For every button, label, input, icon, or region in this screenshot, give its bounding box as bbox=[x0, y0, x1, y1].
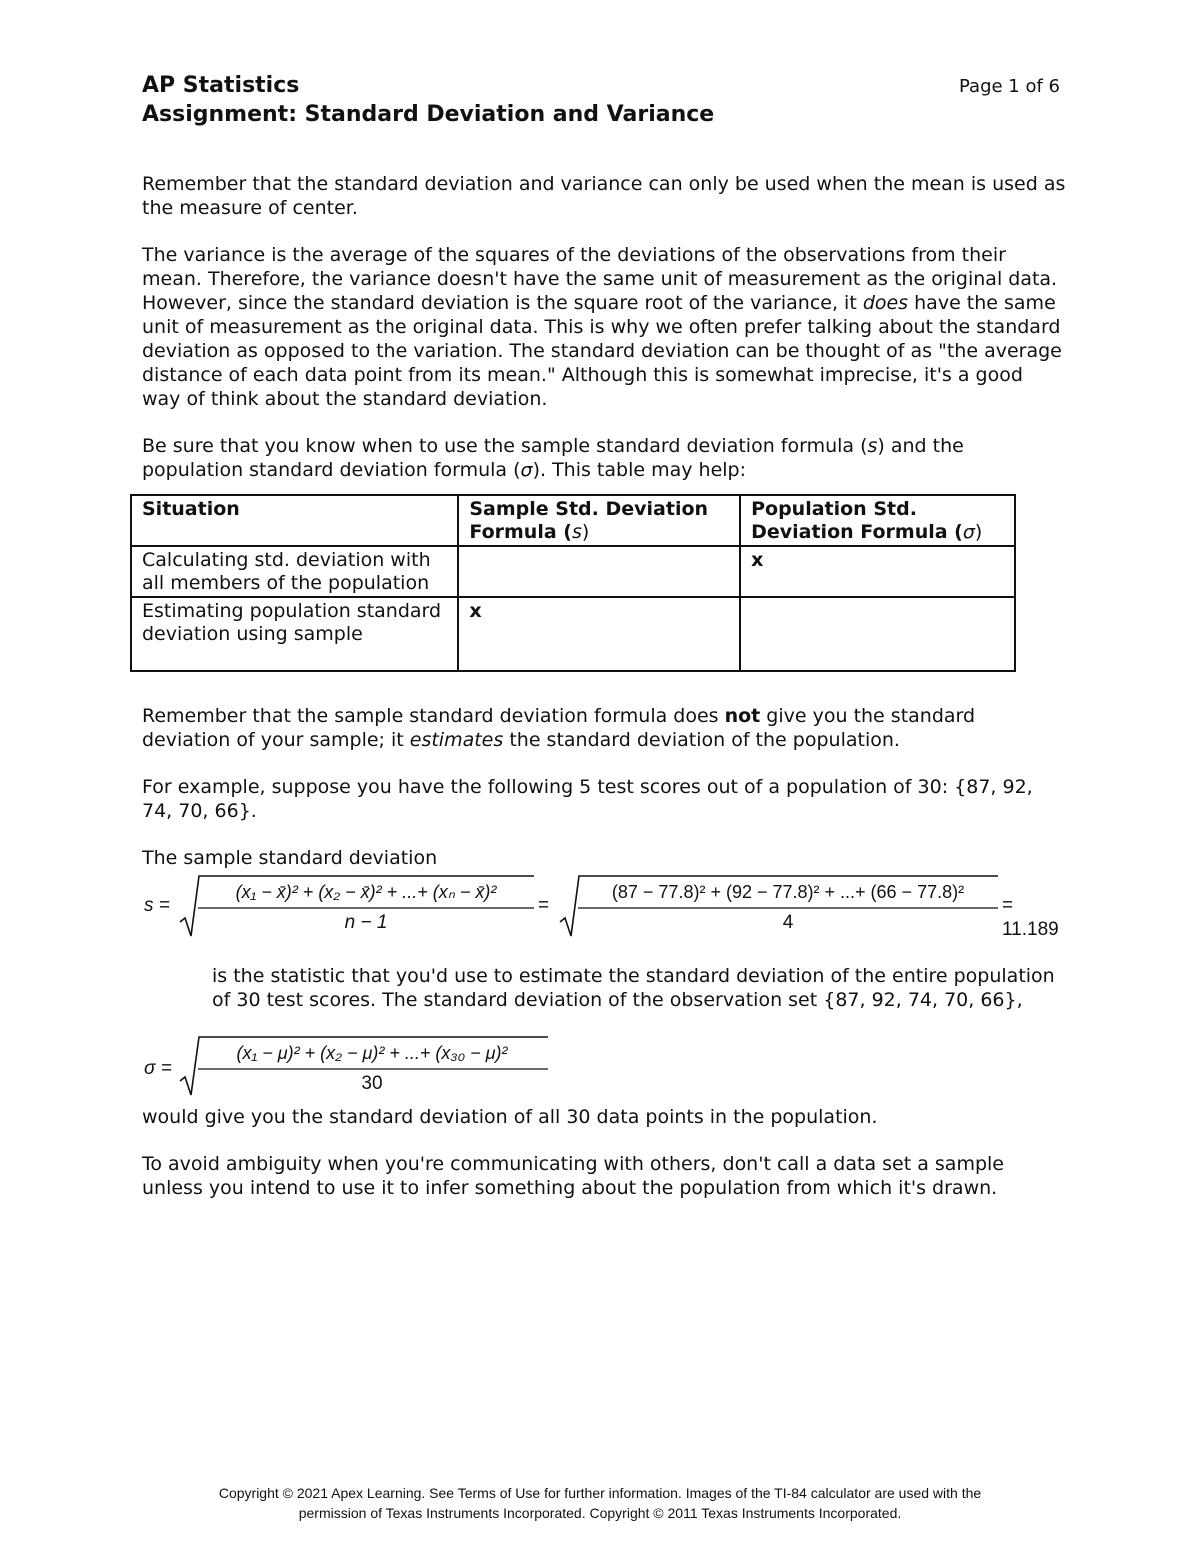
paragraph-statistic: is the statistic that you'd use to estimate the standard deviation of the entire population of 30 test scores. The standard deviation of the observation set {87, 92, 74, 70, 66}, bbox=[212, 965, 1055, 1011]
formula-denominator: 4 bbox=[782, 912, 794, 933]
sample-sd-formula bbox=[142, 870, 1067, 950]
page-header bbox=[142, 72, 1060, 130]
header-population bbox=[740, 495, 1015, 546]
cell-population: x bbox=[740, 546, 1015, 597]
paragraph-formula-choice bbox=[142, 434, 1067, 482]
paragraph-estimate-note bbox=[142, 704, 1067, 752]
text-run: ). This table may help: bbox=[532, 459, 747, 481]
table-row bbox=[131, 546, 1015, 597]
emphasis-estimates: estimates bbox=[409, 729, 504, 751]
header-sample bbox=[458, 495, 740, 546]
paragraph-variance bbox=[142, 243, 1067, 411]
text-run: Remember that the sample standard deviation formula does bbox=[142, 705, 725, 727]
header-situation: Situation bbox=[131, 495, 458, 546]
paragraph-ambiguity: To avoid ambiguity when you're communicating with others, don't call a data set a sample unless you intend to use it to infer something about the population from which it's drawn. bbox=[142, 1153, 1004, 1199]
symbol-sigma: σ bbox=[962, 521, 975, 543]
page-footer bbox=[0, 1483, 1200, 1523]
formula-lhs: s = bbox=[144, 895, 170, 916]
document-body bbox=[142, 172, 1067, 1223]
symbol-sigma: σ bbox=[520, 459, 533, 481]
paragraph-sample-sd: The sample standard deviation bbox=[142, 847, 438, 869]
text-run: the standard deviation of the population. bbox=[503, 729, 900, 751]
paragraph-intro: Remember that the standard deviation and variance can only be used when the mean is used as the measure of center. bbox=[142, 173, 1066, 219]
formula-lhs: σ = bbox=[144, 1058, 172, 1079]
assignment-title: Assignment: Standard Deviation and Variance bbox=[142, 102, 715, 127]
formula-result: = 11.189 bbox=[1002, 895, 1059, 940]
formula-numerator: (x₁ − x̄)² + (x₂ − x̄)² + ...+ (xₙ − x̄)² bbox=[235, 882, 497, 902]
formula-numerator: (87 − 77.8)² + (92 − 77.8)² + ...+ (66 − 77.8)² bbox=[611, 882, 965, 902]
text-run: Sample Std. Deviation Formula ( bbox=[469, 498, 709, 543]
emphasis-does: does bbox=[862, 292, 909, 314]
cell-situation: Estimating population standard deviation using sample bbox=[131, 597, 458, 671]
cell-sample bbox=[458, 546, 740, 597]
formula-numerator: (x₁ − μ)² + (x₂ − μ)² + ...+ (x₃₀ − μ)² bbox=[236, 1043, 508, 1063]
text-run: Be sure that you know when to use the sample standard deviation formula ( bbox=[142, 435, 868, 457]
footer-line: permission of Texas Instruments Incorporated. Copyright © 2011 Texas Instruments Incorporated. bbox=[298, 1505, 902, 1521]
strong-not: not bbox=[724, 705, 761, 727]
cell-situation: Calculating std. deviation with all members of the population bbox=[131, 546, 458, 597]
paragraph-population-note: would give you the standard deviation of all 30 data points in the population. bbox=[142, 1106, 878, 1128]
footer-line: Copyright © 2021 Apex Learning. See Terms of Use for further information. Images of the TI-84 calculator are used with the bbox=[218, 1485, 982, 1501]
population-sd-formula bbox=[142, 1035, 1067, 1105]
cell-population bbox=[740, 597, 1015, 671]
symbol-s: s bbox=[867, 435, 878, 457]
text-run: ) and the population standard deviation formula ( bbox=[142, 435, 964, 481]
text-run: ) bbox=[581, 521, 590, 543]
text-run: The variance is the average of the squares of the deviations of the observations from their mean. Therefore, the variance doesn't have the same unit of measurement as the original data. However, since the standard deviation is the square root of the variance, it bbox=[142, 244, 1058, 314]
text-run: have the same unit of measurement as the original data. This is why we often prefer talking about the standard deviation as opposed to the variation. The standard deviation can be thought of as "the average distance of each data point from its mean." Although this is somewhat imprecise, it's a good way of think about the standard deviation. bbox=[142, 292, 1062, 410]
symbol-s: s bbox=[571, 521, 582, 543]
cell-sample: x bbox=[458, 597, 740, 671]
paragraph-example: For example, suppose you have the following 5 test scores out of a population of 30: {87, 92, 74, 70, 66}. bbox=[142, 776, 1033, 822]
formula-denominator: n − 1 bbox=[344, 912, 388, 933]
situation-table bbox=[130, 494, 1016, 672]
text-run: ) bbox=[974, 521, 983, 543]
formula-equals: = bbox=[538, 895, 550, 916]
page-number: Page 1 of 6 bbox=[959, 76, 1060, 97]
table-header-row bbox=[131, 495, 1015, 546]
text-run: Population Std. Deviation Formula ( bbox=[751, 498, 963, 543]
text-run: give you the standard deviation of your sample; it bbox=[142, 705, 976, 751]
formula-denominator: 30 bbox=[361, 1073, 383, 1094]
course-title: AP Statistics bbox=[142, 73, 300, 98]
table-row bbox=[131, 597, 1015, 671]
